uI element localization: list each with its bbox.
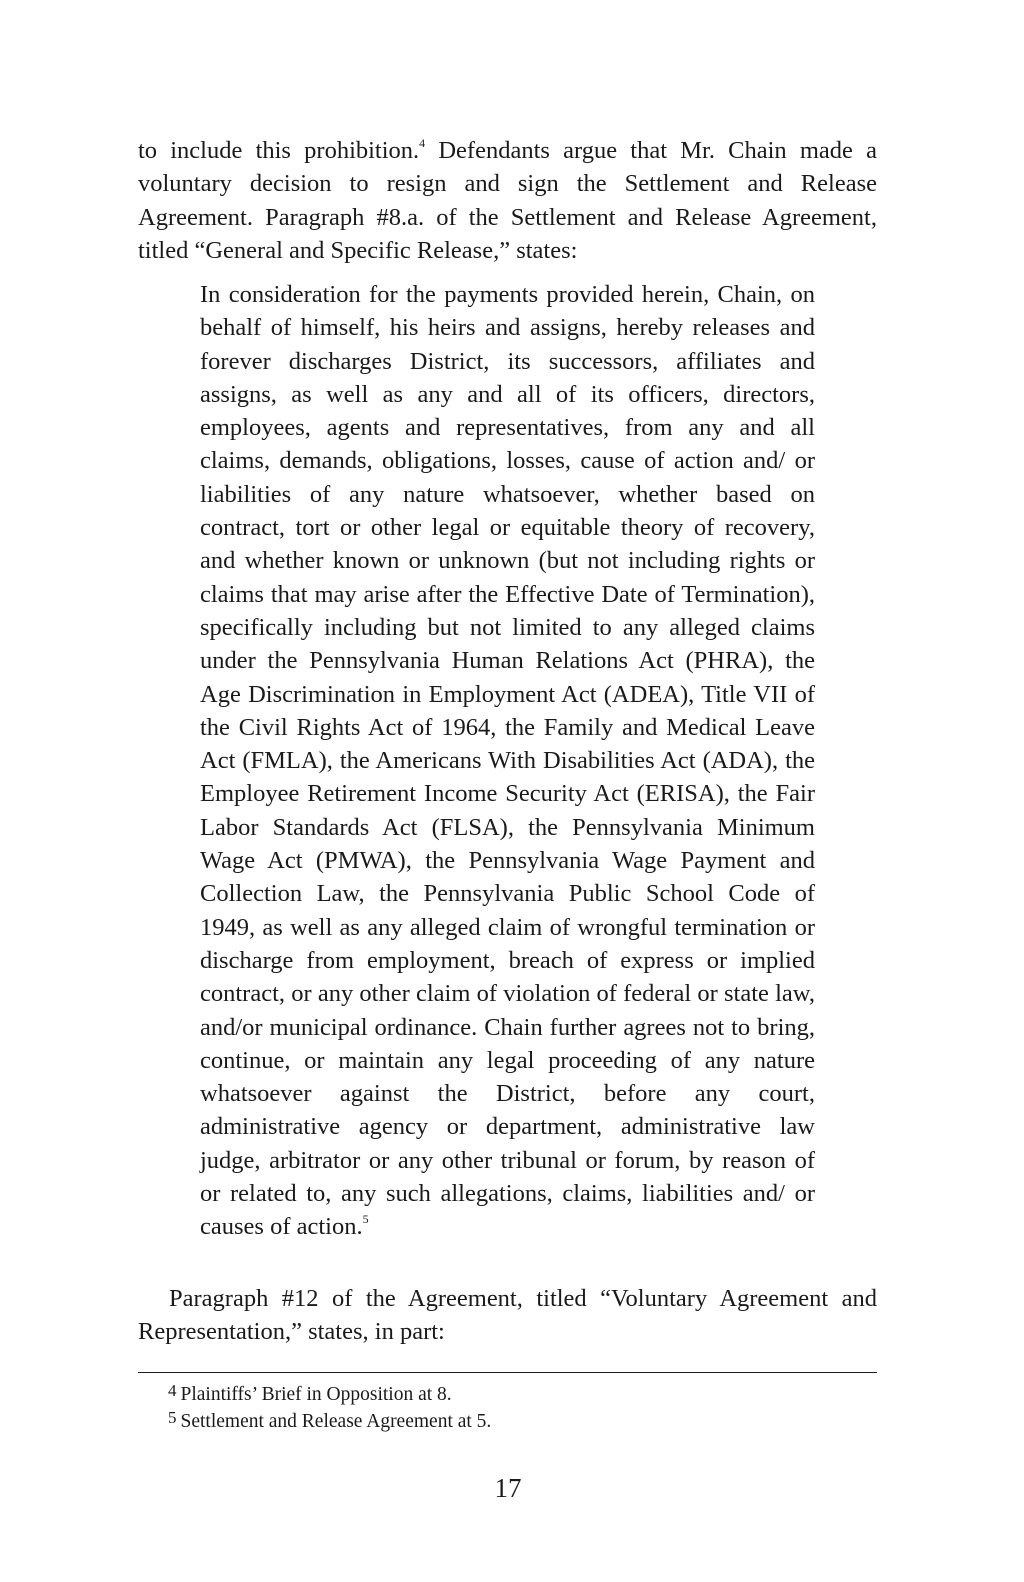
quote-text: In consideration for the payments provided herein, Chain, on behalf of himself, his heirs and assigns, hereby releases and forever discharges District, its successors, affiliates and assigns, as well as any and all of its officers, directors, employees, agents and representatives, from any and all claims, demands, obligations, losses, cause of action and/ or liabilities of any nature whatsoever, whether based on contract, tort or other legal or equitable theory of recovery, and whether known or unknown (but not including rights or claims that may arise after the Effective Date of Termination), specifically including but not limited to any alleged claims under the Pennsylvania Human Relations Act (PHRA), the Age Discrimination in Employment Act (ADEA), Title VII of the Civil Rights Act of 1964, the Family and Medical Leave Act (FMLA), the Americans With Disabilities Act (ADA), the Employee Retirement Income Security Act (ERISA), the Fair Labor Standards Act (FLSA), the Pennsylvania Minimum Wage Act (PMWA), the Pennsylvania Wage Payment and Collection Law, the Pennsylvania Public School Code of 1949, as well as any alleged claim of wrongful termination or discharge from employment, breach of express or implied contract, or any other claim of violation of federal or state law, and/or municipal ordinance. Chain further agrees not to bring, continue, or maintain any legal proceeding of any nature whatsoever against the District, before any court, administrative agency or department, administrative law judge, arbitrator or any other tribunal or forum, by reason of or related to, any such allegations, claims, liabilities and/ or causes of action.	[200, 281, 815, 1241]
footnote-text: Settlement and Release Agreement at 5.	[180, 1411, 492, 1432]
footnote-number: 5	[168, 1408, 177, 1427]
footnote-divider	[138, 1372, 877, 1373]
paragraph-text: to include this prohibition.	[138, 137, 420, 164]
footnote	[168, 1408, 868, 1435]
footnote-text: Plaintiffs’ Brief in Opposition at 8.	[180, 1384, 452, 1405]
footnotes	[168, 1381, 868, 1435]
paragraph-text: Paragraph #12 of the Agreement, titled “Voluntary Agreement and Representation,” states, in part:	[138, 1285, 877, 1346]
footnote-reference: 5	[362, 1212, 369, 1227]
footnote	[168, 1381, 868, 1408]
block-quote	[200, 278, 815, 1244]
body-paragraph	[138, 134, 877, 267]
footnote-number: 4	[168, 1381, 177, 1400]
paragraph-text: Defendants argue that Mr. Chain made a voluntary decision to resign and sign the Settlement and Release Agreement. Paragraph #8.a. of the Settlement and Release Agreement, titled “General and Specific Release,” states:	[138, 137, 877, 264]
footnote-reference: 4	[419, 135, 426, 150]
body-paragraph	[138, 1282, 877, 1349]
page-number: 17	[494, 1473, 522, 1503]
